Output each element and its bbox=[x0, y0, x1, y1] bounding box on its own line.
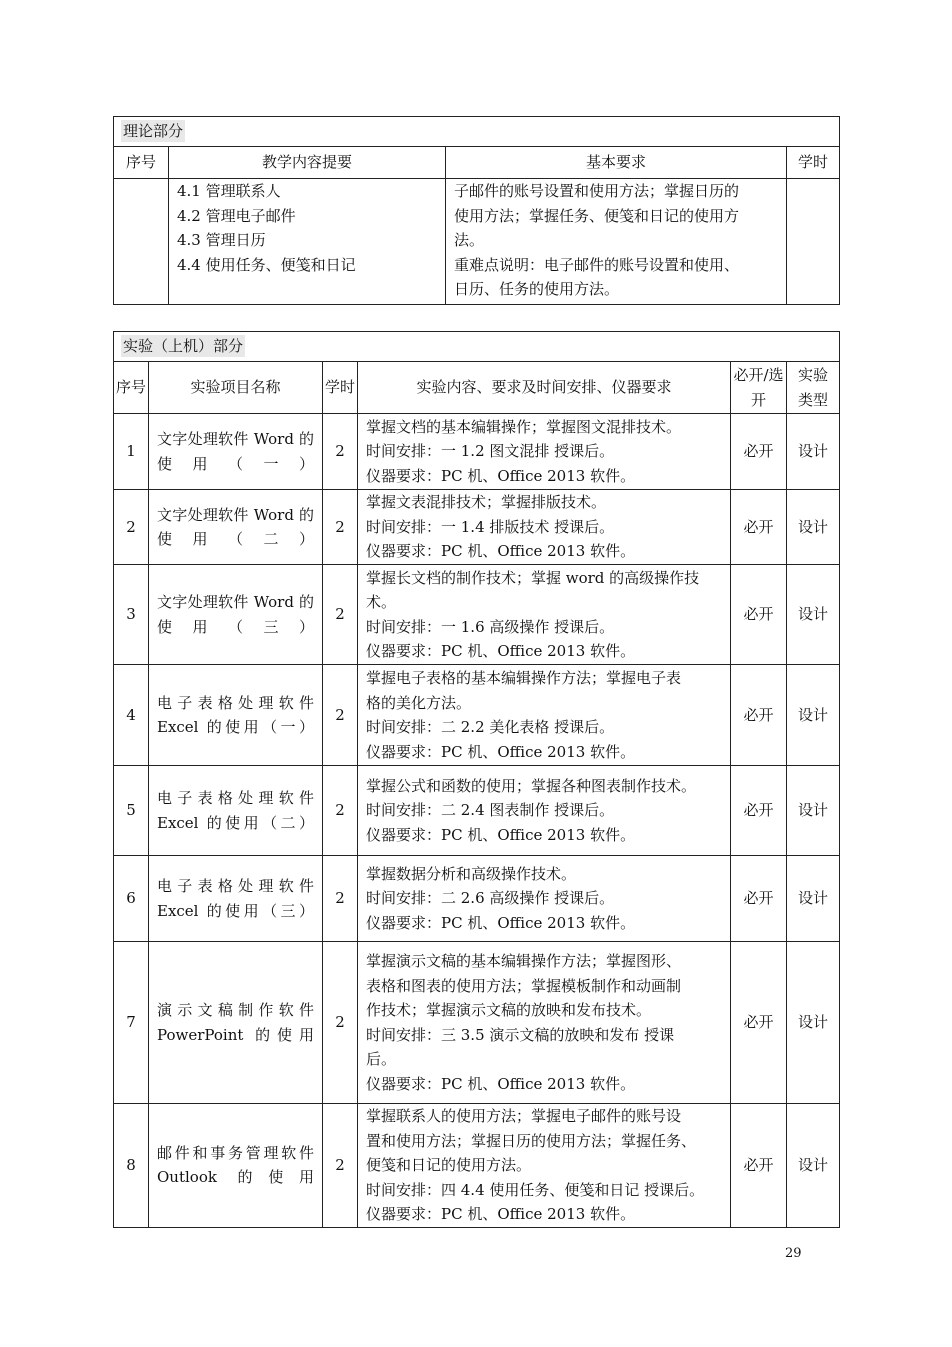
lab-row-content bbox=[358, 856, 731, 942]
lab-section-title-cell bbox=[114, 332, 840, 362]
lab-header-hours: 学时 bbox=[323, 362, 358, 414]
lab-row-required: 必开 bbox=[731, 1104, 787, 1228]
theory-row-content bbox=[169, 179, 446, 305]
theory-content-line: 4.4 使用任务、便笺和日记 bbox=[177, 255, 356, 274]
lab-header-name: 实验项目名称 bbox=[149, 362, 323, 414]
lab-row-hours: 2 bbox=[323, 1104, 358, 1228]
lab-content-line: 仪器要求：PC 机、Office 2013 软件。 bbox=[366, 542, 636, 561]
lab-row-hours: 2 bbox=[323, 665, 358, 766]
lab-row-type: 设计 bbox=[787, 490, 840, 565]
lab-row bbox=[114, 856, 840, 942]
lab-content-line: 仪器要求：PC 机、Office 2013 软件。 bbox=[366, 642, 636, 660]
lab-row-content bbox=[358, 414, 731, 490]
theory-section-title: 理论部分 bbox=[123, 122, 184, 141]
theory-header-hours: 学时 bbox=[787, 147, 840, 179]
lab-row-required: 必开 bbox=[731, 414, 787, 490]
lab-row-name: 文字处理软件 Word 的使用（三） bbox=[149, 565, 323, 665]
lab-header-content: 实验内容、要求及时间安排、仪器要求 bbox=[358, 362, 731, 414]
page-number: 29 bbox=[785, 1246, 802, 1261]
lab-row-required: 必开 bbox=[731, 856, 787, 942]
lab-content-line: 术。 bbox=[366, 593, 397, 611]
lab-row-no: 7 bbox=[114, 942, 149, 1104]
lab-content-line: 表格和图表的使用方法；掌握模板制作和动画制 bbox=[366, 976, 682, 995]
lab-row-no: 4 bbox=[114, 665, 149, 766]
lab-content-line: 掌握长文档的制作技术；掌握 word 的高级操作技 bbox=[366, 568, 700, 587]
theory-section-title-cell bbox=[114, 117, 840, 147]
lab-header-type: 实验类型 bbox=[787, 362, 840, 414]
lab-row-required: 必开 bbox=[731, 665, 787, 766]
theory-content-line: 4.2 管理电子邮件 bbox=[177, 206, 296, 225]
lab-row bbox=[114, 1104, 840, 1228]
theory-content-line: 4.3 管理日历 bbox=[177, 231, 266, 249]
theory-header-requirement: 基本要求 bbox=[446, 147, 787, 179]
lab-content-line: 时间安排：二 2.4 图表制作 授课后。 bbox=[366, 801, 615, 820]
lab-content-line: 掌握文表混排技术；掌握排版技术。 bbox=[366, 493, 607, 512]
lab-section-title: 实验（上机）部分 bbox=[123, 337, 244, 356]
theory-row-no bbox=[114, 179, 169, 305]
lab-content-line: 掌握数据分析和高级操作技术。 bbox=[366, 864, 577, 883]
lab-content-line: 掌握演示文稿的基本编辑操作方法；掌握图形、 bbox=[366, 952, 682, 970]
lab-row-name: 电子表格处理软件 Excel 的使用（三） bbox=[149, 856, 323, 942]
lab-content-line: 掌握公式和函数的使用；掌握各种图表制作技术。 bbox=[366, 776, 697, 795]
lab-content-line: 时间安排：一 1.2 图文混排 授课后。 bbox=[366, 442, 615, 461]
lab-row-required: 必开 bbox=[731, 490, 787, 565]
lab-content-line: 掌握文档的基本编辑操作；掌握图文混排技术。 bbox=[366, 417, 682, 436]
lab-content-line: 时间安排：一 1.6 高级操作 授课后。 bbox=[366, 617, 615, 636]
theory-requirement-line: 子邮件的账号设置和使用方法；掌握日历的 bbox=[454, 182, 740, 200]
lab-content-line: 仪器要求：PC 机、Office 2013 软件。 bbox=[366, 913, 636, 932]
lab-content-line: 时间安排：一 1.4 排版技术 授课后。 bbox=[366, 517, 615, 536]
lab-row-content bbox=[358, 766, 731, 856]
theory-row-requirement bbox=[446, 179, 787, 305]
lab-row-hours: 2 bbox=[323, 942, 358, 1104]
lab-row-content bbox=[358, 490, 731, 565]
lab-row bbox=[114, 766, 840, 856]
lab-row bbox=[114, 942, 840, 1104]
lab-header-required: 必开/选开 bbox=[731, 362, 787, 414]
lab-content-line: 时间安排：四 4.4 使用任务、便笺和日记 授课后。 bbox=[366, 1180, 705, 1199]
lab-row-no: 6 bbox=[114, 856, 149, 942]
lab-content-line: 时间安排：三 3.5 演示文稿的放映和发布 授课 bbox=[366, 1025, 675, 1044]
lab-row-hours: 2 bbox=[323, 565, 358, 665]
lab-row-hours: 2 bbox=[323, 414, 358, 490]
lab-row-name: 电子表格处理软件 Excel 的使用（一） bbox=[149, 665, 323, 766]
lab-row-required: 必开 bbox=[731, 565, 787, 665]
lab-row-no: 1 bbox=[114, 414, 149, 490]
theory-header-content: 教学内容提要 bbox=[169, 147, 446, 179]
theory-requirement-line: 法。 bbox=[454, 231, 485, 249]
lab-content-line: 后。 bbox=[366, 1050, 397, 1068]
lab-content-line: 仪器要求：PC 机、Office 2013 软件。 bbox=[366, 742, 636, 761]
lab-content-line: 掌握电子表格的基本编辑操作方法；掌握电子表 bbox=[366, 669, 682, 687]
lab-row-type: 设计 bbox=[787, 856, 840, 942]
lab-row-name: 邮件和事务管理软件 Outlook 的使用 bbox=[149, 1104, 323, 1228]
lab-row-hours: 2 bbox=[323, 856, 358, 942]
lab-row-name: 文字处理软件 Word 的使用（二） bbox=[149, 490, 323, 565]
lab-content-line: 掌握联系人的使用方法；掌握电子邮件的账号设 bbox=[366, 1107, 682, 1125]
lab-row-content bbox=[358, 665, 731, 766]
lab-row bbox=[114, 565, 840, 665]
lab-table bbox=[113, 331, 840, 1228]
lab-row-name: 演示文稿制作软件 PowerPoint 的使用 bbox=[149, 942, 323, 1104]
lab-content-line: 置和使用方法；掌握日历的使用方法；掌握任务、 bbox=[366, 1131, 697, 1150]
lab-row bbox=[114, 490, 840, 565]
lab-row-type: 设计 bbox=[787, 766, 840, 856]
lab-content-line: 格的美化方法。 bbox=[366, 693, 472, 712]
lab-row-content bbox=[358, 1104, 731, 1228]
theory-header-no: 序号 bbox=[114, 147, 169, 179]
lab-content-line: 作技术；掌握演示文稿的放映和发布技术。 bbox=[366, 1001, 652, 1019]
lab-row-hours: 2 bbox=[323, 766, 358, 856]
lab-header-no: 序号 bbox=[114, 362, 149, 414]
lab-row-type: 设计 bbox=[787, 1104, 840, 1228]
lab-content-line: 仪器要求：PC 机、Office 2013 软件。 bbox=[366, 466, 636, 485]
lab-row-required: 必开 bbox=[731, 766, 787, 856]
lab-row bbox=[114, 414, 840, 490]
lab-content-line: 时间安排：二 2.2 美化表格 授课后。 bbox=[366, 718, 615, 736]
theory-requirement-line: 日历、任务的使用方法。 bbox=[454, 280, 620, 298]
lab-row-hours: 2 bbox=[323, 490, 358, 565]
lab-row-content bbox=[358, 565, 731, 665]
theory-row-hours bbox=[787, 179, 840, 305]
lab-row-no: 2 bbox=[114, 490, 149, 565]
lab-content-line: 仪器要求：PC 机、Office 2013 软件。 bbox=[366, 1205, 636, 1223]
lab-row-type: 设计 bbox=[787, 414, 840, 490]
lab-row-name: 文字处理软件 Word 的使用（一） bbox=[149, 414, 323, 490]
lab-row-name: 电子表格处理软件 Excel 的使用（二） bbox=[149, 766, 323, 856]
lab-content-line: 仪器要求：PC 机、Office 2013 软件。 bbox=[366, 825, 636, 844]
lab-row-no: 8 bbox=[114, 1104, 149, 1228]
lab-content-line: 仪器要求：PC 机、Office 2013 软件。 bbox=[366, 1074, 636, 1093]
theory-requirement-line: 重难点说明：电子邮件的账号设置和使用、 bbox=[454, 255, 740, 274]
lab-row-content bbox=[358, 942, 731, 1104]
lab-content-line: 时间安排：二 2.6 高级操作 授课后。 bbox=[366, 889, 615, 908]
theory-requirement-line: 使用方法；掌握任务、便笺和日记的使用方 bbox=[454, 206, 740, 225]
lab-row-type: 设计 bbox=[787, 942, 840, 1104]
lab-row-required: 必开 bbox=[731, 942, 787, 1104]
lab-row-no: 3 bbox=[114, 565, 149, 665]
lab-row-type: 设计 bbox=[787, 665, 840, 766]
lab-row bbox=[114, 665, 840, 766]
lab-content-line: 便笺和日记的使用方法。 bbox=[366, 1156, 532, 1174]
lab-row-type: 设计 bbox=[787, 565, 840, 665]
theory-table bbox=[113, 116, 840, 305]
theory-content-line: 4.1 管理联系人 bbox=[177, 182, 281, 200]
lab-row-no: 5 bbox=[114, 766, 149, 856]
